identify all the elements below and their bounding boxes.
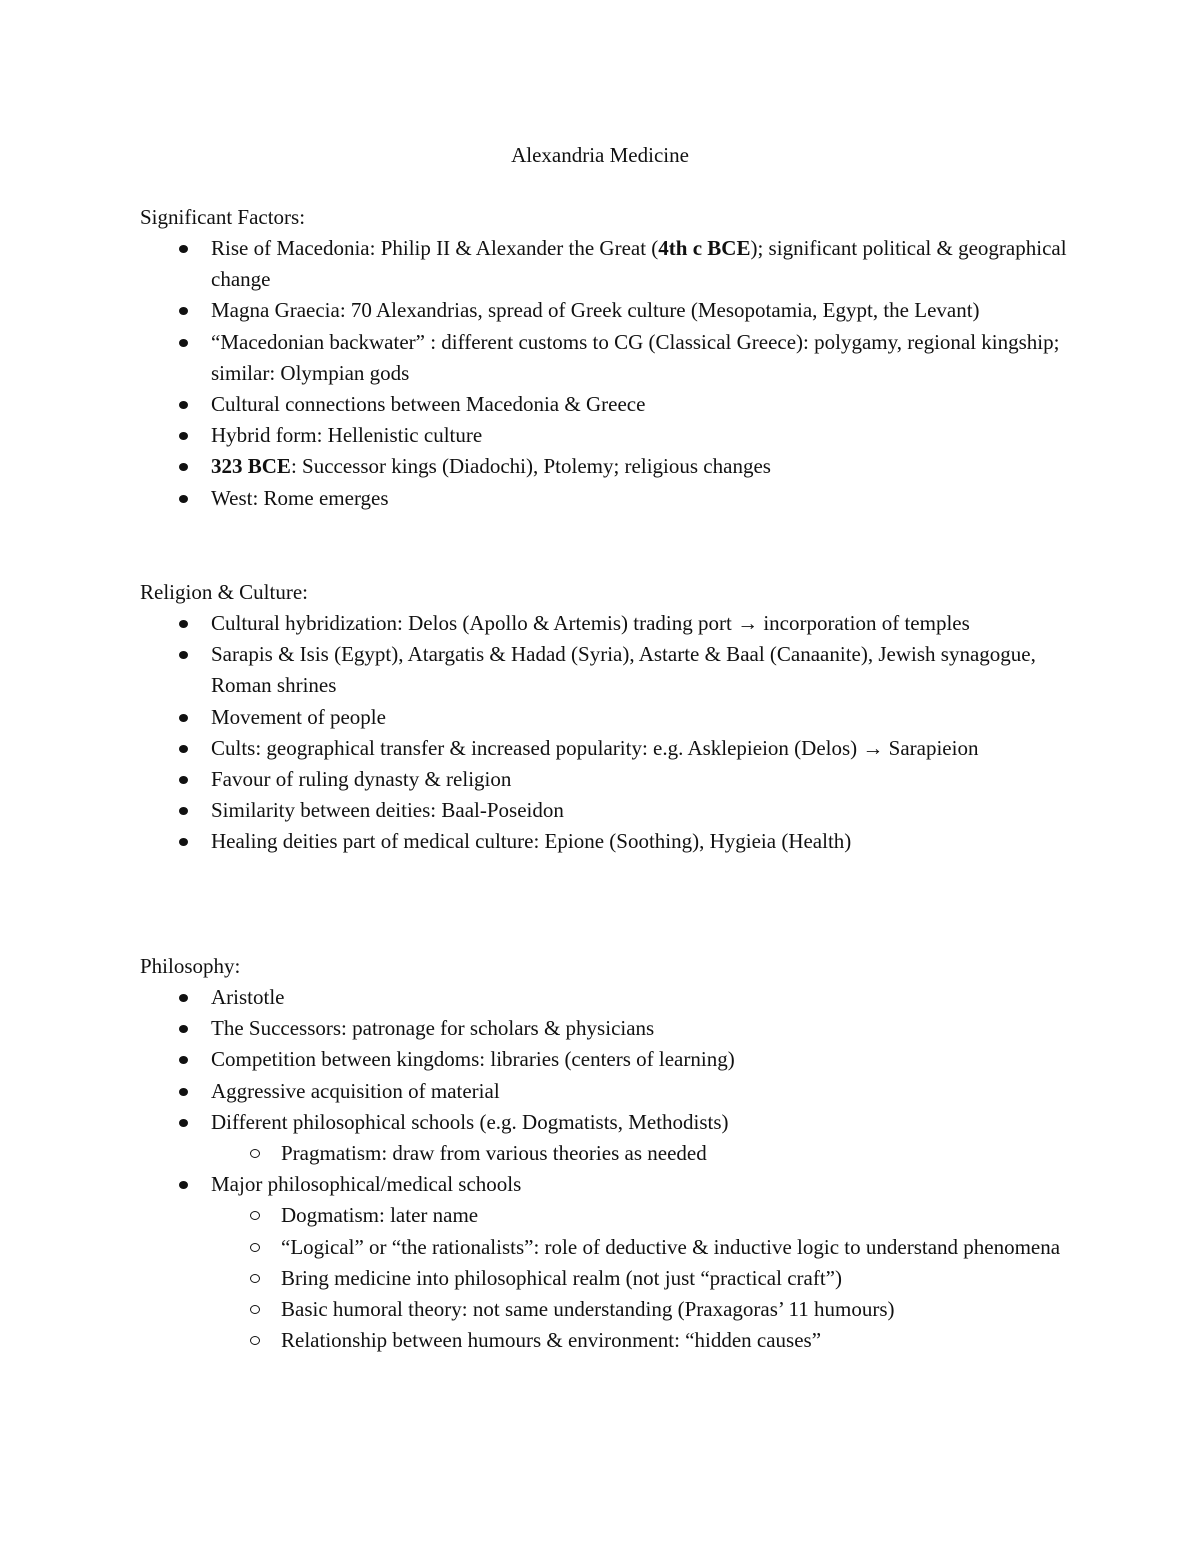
item-text: : Successor kings (Diadochi), Ptolemy; religious changes — [290, 454, 771, 479]
hollow-bullet-icon — [250, 1305, 260, 1314]
bullet-list — [140, 982, 1070, 1356]
bullet-list — [140, 233, 1070, 514]
hollow-bullet-icon — [250, 1211, 260, 1220]
list-item — [140, 295, 1070, 326]
list-item — [140, 420, 1070, 451]
sub-list-item — [140, 1232, 1070, 1263]
hollow-bullet-icon — [250, 1149, 260, 1158]
bullet-icon — [179, 1056, 188, 1064]
list-item — [140, 1013, 1070, 1044]
item-text: Sarapis & Isis (Egypt), Atargatis & Hadad (Syria), Astarte & Baal (Canaanite), Jewish synagogue, Roman shrines — [211, 642, 1036, 698]
list-item — [140, 1076, 1070, 1107]
item-text: Healing deities part of medical culture: Epione (Soothing), Hygieia (Health) — [211, 829, 852, 854]
bullet-list — [140, 608, 1070, 858]
item-text: Movement of people — [211, 704, 386, 729]
item-text: Dogmatism: later name — [281, 1203, 479, 1228]
item-text: West: Rome emerges — [211, 485, 389, 510]
item-text: Competition between kingdoms: libraries (centers of learning) — [211, 1047, 735, 1072]
section-religion-culture — [140, 577, 1070, 858]
bullet-icon — [179, 307, 188, 315]
bullet-icon — [179, 776, 188, 784]
bold-text: 323 BCE — [211, 454, 291, 479]
bullet-icon — [179, 994, 188, 1002]
item-text: Hybrid form: Hellenistic culture — [211, 423, 483, 448]
list-item — [140, 1169, 1070, 1200]
item-text: “Macedonian backwater” : different customs to CG (Classical Greece): polygamy, regional kingship; similar: Olympian gods — [211, 329, 1060, 385]
item-text: The Successors: patronage for scholars & physicians — [211, 1016, 655, 1041]
item-text: Favour of ruling dynasty & religion — [211, 767, 512, 792]
section-philosophy — [140, 951, 1070, 1356]
list-item — [140, 702, 1070, 733]
sub-list-item — [140, 1294, 1070, 1325]
document-title: Alexandria Medicine — [511, 143, 689, 167]
bullet-icon — [179, 401, 188, 409]
sub-list-item — [140, 1138, 1070, 1169]
section-significant-factors — [140, 202, 1070, 514]
item-text: ); significant political & geographical change — [211, 236, 1067, 292]
item-text: Cultural connections between Macedonia & Greece — [211, 392, 646, 417]
item-text: Cults: geographical transfer & increased popularity: e.g. Asklepieion (Delos) → Sarapieion — [211, 735, 979, 760]
bullet-icon — [179, 1119, 188, 1127]
list-item — [140, 608, 1070, 639]
list-item — [140, 451, 1070, 482]
list-item — [140, 826, 1070, 857]
section-heading: Philosophy: — [140, 954, 241, 978]
bold-text: 4th c BCE — [658, 236, 751, 260]
bullet-icon — [179, 339, 188, 347]
list-item — [140, 982, 1070, 1013]
section-heading: Significant Factors: — [140, 205, 306, 229]
bullet-icon — [179, 432, 188, 440]
list-item — [140, 233, 1070, 295]
item-text: Aggressive acquisition of material — [211, 1078, 500, 1103]
bullet-icon — [179, 1088, 188, 1096]
sub-list-item — [140, 1200, 1070, 1231]
list-item — [140, 639, 1070, 701]
list-item — [140, 389, 1070, 420]
bullet-icon — [179, 838, 188, 846]
item-text: Similarity between deities: Baal-Poseidon — [211, 798, 564, 823]
bullet-icon — [179, 463, 188, 471]
list-item — [140, 795, 1070, 826]
hollow-bullet-icon — [250, 1243, 260, 1252]
item-text: Cultural hybridization: Delos (Apollo & Artemis) trading port → incorporation of temples — [211, 611, 970, 635]
bullet-icon — [179, 1025, 188, 1033]
item-text: Different philosophical schools (e.g. Dogmatists, Methodists) — [211, 1109, 729, 1134]
sub-list-item — [140, 1325, 1070, 1356]
bullet-icon — [179, 495, 188, 503]
item-text: Relationship between humours & environment: “hidden causes” — [281, 1328, 822, 1353]
bullet-icon — [179, 651, 188, 659]
item-text: Magna Graecia: 70 Alexandrias, spread of Greek culture (Mesopotamia, Egypt, the Levant) — [211, 298, 980, 323]
sub-list-item — [140, 1263, 1070, 1294]
item-text: Pragmatism: draw from various theories as needed — [281, 1141, 707, 1166]
bullet-icon — [179, 714, 188, 722]
bullet-icon — [179, 245, 188, 253]
bullet-icon — [179, 620, 188, 628]
hollow-bullet-icon — [250, 1274, 260, 1283]
bullet-icon — [179, 745, 188, 753]
list-item — [140, 327, 1070, 389]
bullet-icon — [179, 1181, 188, 1189]
item-text: Major philosophical/medical schools — [211, 1172, 522, 1197]
hollow-bullet-icon — [250, 1336, 260, 1345]
list-item — [140, 1107, 1070, 1138]
list-item — [140, 764, 1070, 795]
item-text: Rise of Macedonia: Philip II & Alexander the Great ( — [211, 236, 659, 260]
item-text: Basic humoral theory: not same understanding (Praxagoras’ 11 humours) — [281, 1297, 895, 1322]
item-text: Aristotle — [211, 985, 285, 1009]
item-text: Bring medicine into philosophical realm (not just “practical craft”) — [281, 1265, 842, 1290]
section-heading: Religion & Culture: — [140, 580, 308, 604]
bullet-icon — [179, 807, 188, 815]
item-text: “Logical” or “the rationalists”: role of deductive & inductive logic to understand phenomena — [281, 1234, 1061, 1259]
list-item — [140, 1044, 1070, 1075]
list-item — [140, 733, 1070, 764]
list-item — [140, 483, 1070, 514]
